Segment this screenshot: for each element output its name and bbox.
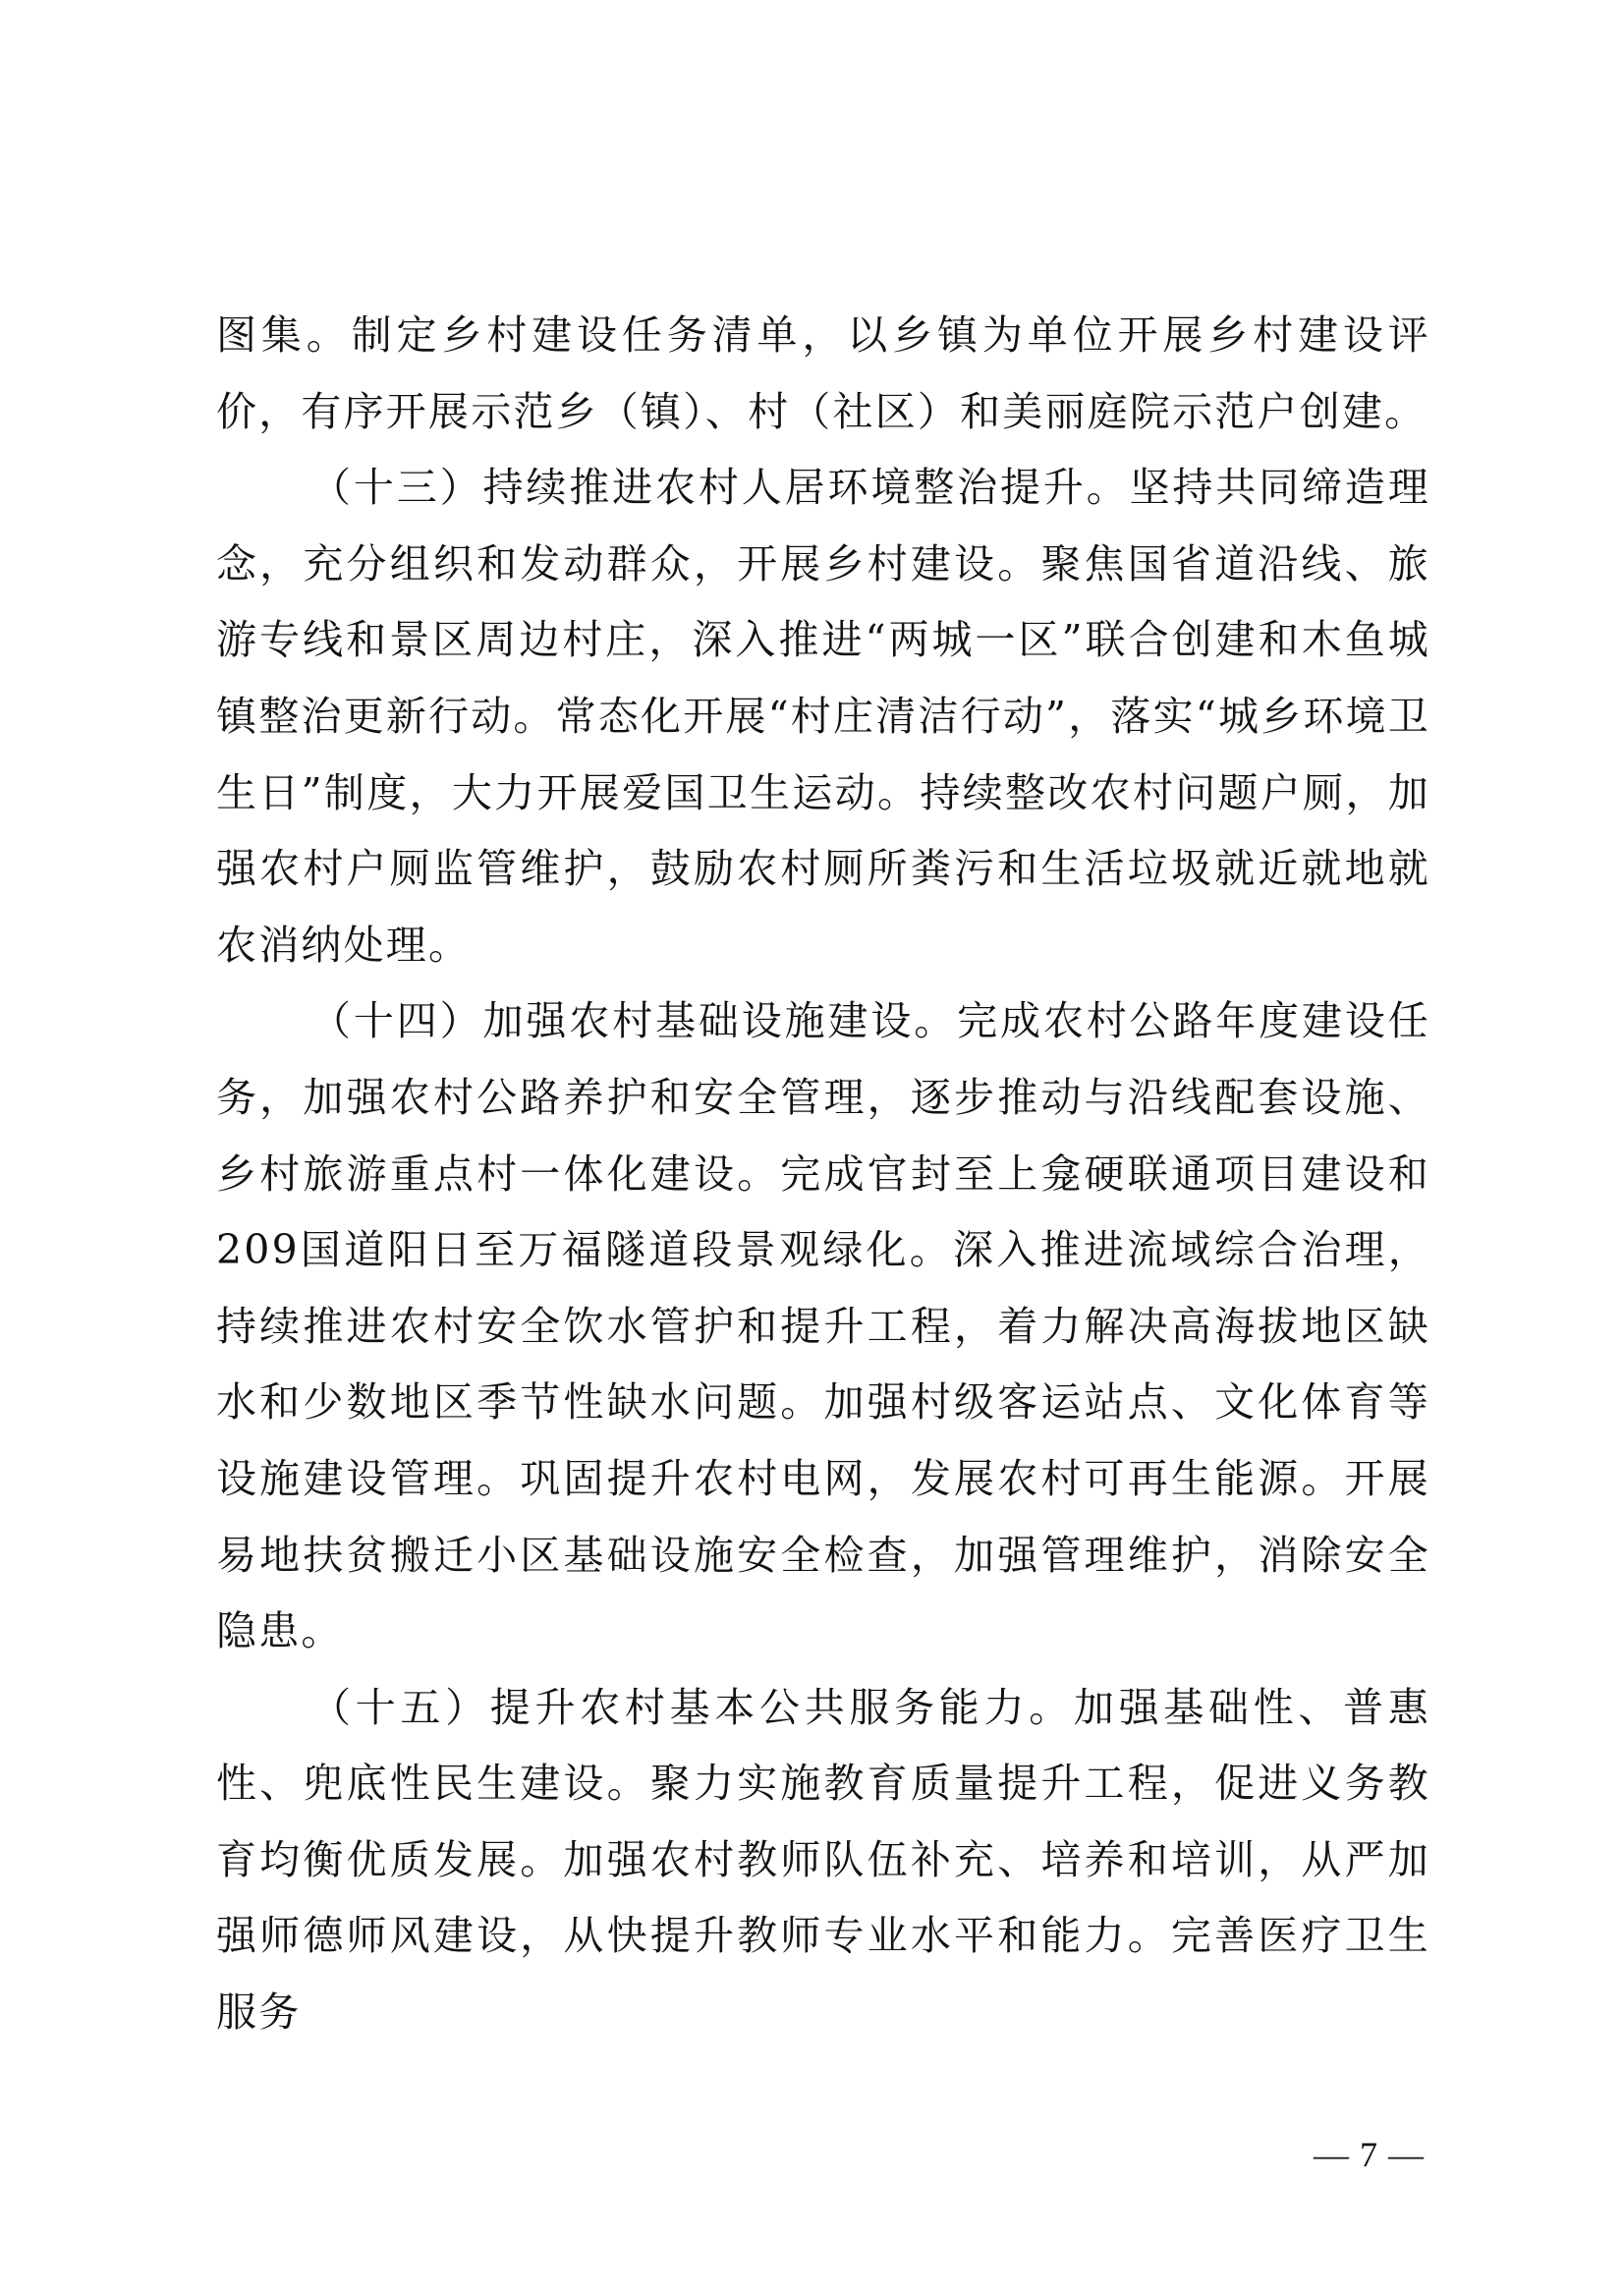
paragraph-section-15: （十五）提升农村基本公共服务能力。加强基础性、普惠性、兜底性民生建设。聚力实施教育质量提升工程，促进义务教育均衡优质发展。加强农村教师队伍补充、培养和培训，从严加强师德师风建设，从快提升教师专业水平和能力。完善医疗卫生服务: [216, 1683, 1430, 2037]
paragraph-continuation: 图集。制定乡村建设任务清单，以乡镇为单位开展乡村建设评价，有序开展示范乡（镇）、村（社区）和美丽庭院示范户创建。: [216, 311, 1430, 435]
page-number: — 7 —: [1314, 2135, 1425, 2174]
paragraph-section-13: （十三）持续推进农村人居环境整治提升。坚持共同缔造理念，充分组织和发动群众，开展乡村建设。聚焦国省道沿线、旅游专线和景区周边村庄，深入推进“两城一区”联合创建和木鱼城镇整治更新行动。常态化开展“村庄清洁行动”，落实“城乡环境卫生日”制度，大力开展爱国卫生运动。持续整改农村问题户厕，加强农村户厕监管维护，鼓励农村厕所粪污和生活垃圾就近就地就农消纳处理。: [216, 464, 1430, 969]
document-body: [216, 298, 1430, 2051]
paragraph-section-14: （十四）加强农村基础设施建设。完成农村公路年度建设任务，加强农村公路养护和安全管理，逐步推动与沿线配套设施、乡村旅游重点村一体化建设。完成官封至上龛硬联通项目建设和209国道阳日至万福隧道段景观绿化。深入推进流域综合治理，持续推进农村安全饮水管护和提升工程，着力解决高海拔地区缺水和少数地区季节性缺水问题。加强村级客运站点、文化体育等设施建设管理。巩固提升农村电网，发展农村可再生能源。开展易地扶贫搬迁小区基础设施安全检查，加强管理维护，消除安全隐患。: [216, 997, 1430, 1655]
